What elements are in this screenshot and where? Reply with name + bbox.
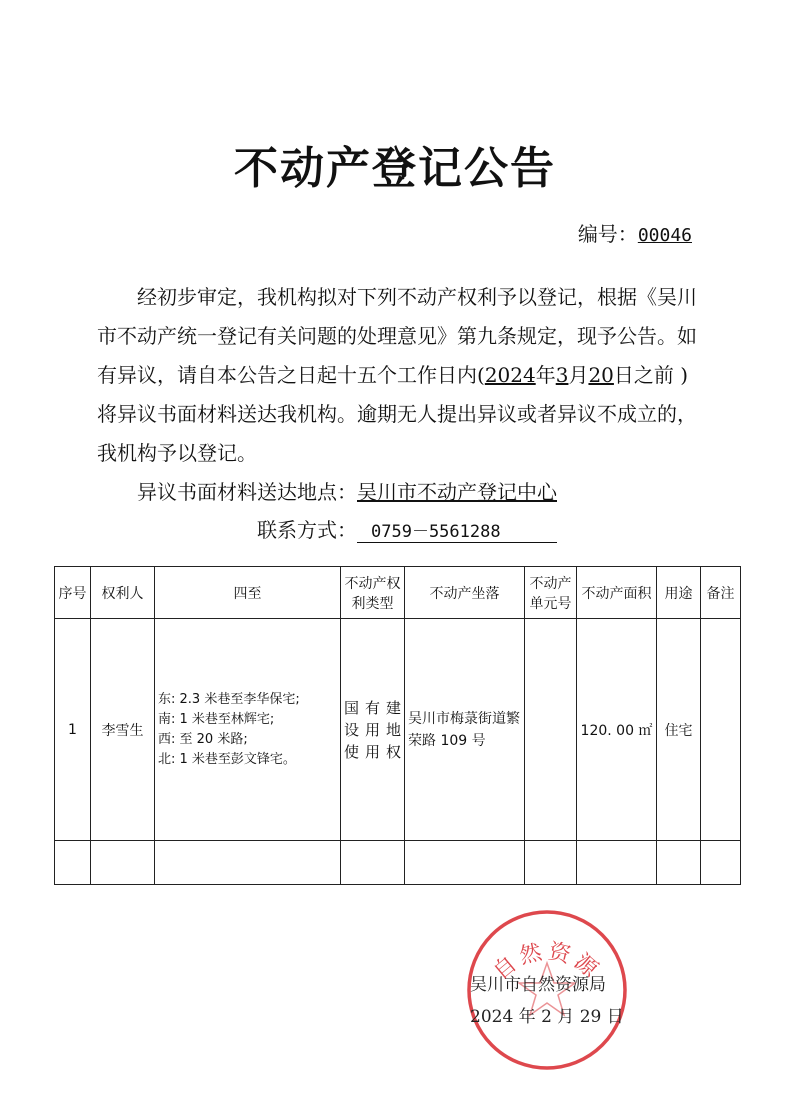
seal-text: 自然资源: [488, 939, 606, 986]
bound-west: 西: 至 20 米路;: [158, 731, 248, 747]
announcement-body: [97, 278, 697, 473]
table-header-row: [55, 567, 741, 619]
property-table: [54, 566, 741, 885]
deadline-month: 3: [555, 363, 569, 387]
cell-location: [405, 619, 525, 841]
serial-value: 00046: [637, 225, 692, 246]
issuer-name: 吴川市自然资源局: [470, 975, 606, 995]
bound-east: 东: 2.3 米巷至李华保宅;: [158, 691, 300, 707]
cell-usage: 住宅: [657, 619, 701, 841]
header-usage: 用途: [657, 567, 701, 619]
cell-area: 120. 00 ㎡: [577, 619, 657, 841]
body-line-4: 将异议书面材料送达我机构。逾期无人提出异议或者异议不成立的，: [97, 402, 697, 426]
body-line-5: 我机构予以登记。: [97, 441, 257, 465]
table-row-empty: [55, 841, 741, 885]
issue-date: 2024 年 2 月 29 日: [470, 1007, 624, 1027]
table-row: [55, 619, 741, 841]
header-holder: 权利人: [91, 567, 155, 619]
deadline-year: 2024: [484, 363, 536, 387]
bound-south: 南: 1 米巷至林辉宅;: [158, 711, 275, 727]
document-title: 不动产登记公告: [234, 143, 556, 194]
contact-label: 联系方式：: [257, 518, 357, 542]
body-line-3-a: 有异议，请自本公告之日起十五个工作日内(: [97, 363, 485, 387]
deadline-day: 20: [588, 363, 614, 387]
header-remark: 备注: [701, 567, 741, 619]
serial-label: 编号：: [577, 222, 638, 246]
header-unit-no: 不动产单元号: [525, 567, 577, 619]
body-line-3-c: 月: [568, 363, 589, 387]
contact-info: [257, 514, 557, 543]
body-line-2: 市不动产统一登记有关问题的处理意见》第九条规定，现予公告。如: [97, 324, 697, 348]
location-text: 吴川市梅菉街道繁荣路 109 号: [408, 710, 520, 749]
cell-remark: [701, 619, 741, 841]
serial-number: [578, 218, 692, 247]
cell-bounds: [155, 619, 341, 841]
address-value: 吴川市不动产登记中心: [357, 480, 557, 504]
header-bounds: 四至: [155, 567, 341, 619]
right-type-text: 国有建设用地使用权: [344, 698, 401, 761]
body-line-1: 经初步审定，我机构拟对下列不动产权利予以登记，根据《吴川: [137, 285, 697, 309]
cell-right-type: [341, 619, 405, 841]
objection-address: [137, 476, 557, 505]
cell-unit-no: [525, 619, 577, 841]
header-right-type: 不动产权利类型: [341, 567, 405, 619]
body-line-3-b: 年: [535, 363, 556, 387]
header-location: 不动产坐落: [405, 567, 525, 619]
address-label: 异议书面材料送达地点：: [137, 480, 357, 504]
cell-holder: 李雪生: [91, 619, 155, 841]
body-line-3-d: 日之前 ): [613, 363, 689, 387]
header-area: 不动产面积: [577, 567, 657, 619]
body-line-3: [97, 356, 697, 395]
cell-seq: 1: [55, 619, 91, 841]
header-seq: 序号: [55, 567, 91, 619]
contact-value: 0759－5561288: [357, 517, 557, 543]
bound-north: 北: 1 米巷至彭文锋宅。: [158, 751, 296, 767]
